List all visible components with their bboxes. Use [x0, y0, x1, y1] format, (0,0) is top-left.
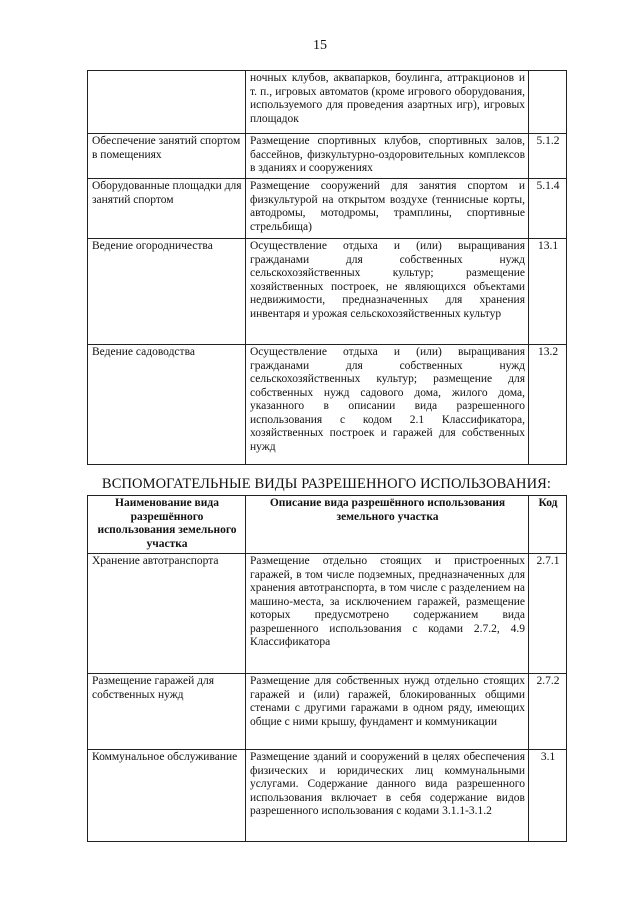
- use-code-cell: 13.1: [529, 239, 567, 345]
- page-number: 15: [313, 38, 327, 53]
- use-name-cell: Оборудованные площадки для занятий спортом: [88, 179, 246, 239]
- use-description-cell: ночных клубов, аквапарков, боулинга, аттракционов и т. п., игровых автоматов (кроме игрового оборудования, используемого для проведения азартных игр), игровых площадок: [246, 71, 529, 134]
- table-row: [88, 134, 567, 179]
- use-description-cell: Размещение спортивных клубов, спортивных залов, бассейнов, физкультурно-оздоровительных комплексов в зданиях и сооружениях: [246, 134, 529, 179]
- table-row: [88, 71, 567, 134]
- section-title: ВСПОМОГАТЕЛЬНЫЕ ВИДЫ РАЗРЕШЕННОГО ИСПОЛЬЗОВАНИЯ:: [101, 476, 552, 492]
- use-description-cell: Размещение сооружений для занятия спортом и физкультурой на открытом воздухе (теннисные корты, автодромы, мотодромы, трамплины, спортивные стрельбища): [246, 179, 529, 239]
- use-description-cell: Размещение для собственных нужд отдельно стоящих гаражей и (или) гаражей, блокированных общими стенами с другими гаражами в одном ряду, имеющих общие с ними крышу, фундамент и коммуникации: [246, 674, 529, 750]
- use-code-cell: 2.7.1: [529, 554, 567, 674]
- column-header-code: Код: [529, 496, 567, 554]
- table-row: [88, 750, 567, 842]
- table-row: [88, 345, 567, 465]
- auxiliary-use-table: [87, 495, 567, 842]
- table-row: [88, 674, 567, 750]
- table-row: [88, 239, 567, 345]
- use-code-cell: 5.1.4: [529, 179, 567, 239]
- table-row: [88, 554, 567, 674]
- table-header-row: [88, 496, 567, 554]
- use-name-cell: Размещение гаражей для собственных нужд: [88, 674, 246, 750]
- use-code-cell: 3.1: [529, 750, 567, 842]
- use-code-cell: 5.1.2: [529, 134, 567, 179]
- use-description-cell: Осуществление отдыха и (или) выращивания гражданами для собственных нужд сельскохозяйственных культур; размещение хозяйственных построек, не являющихся объектами недвижимости, предназначенных для хранения инвентаря и урожая сельскохозяйственных культур: [246, 239, 529, 345]
- table-row: [88, 179, 567, 239]
- use-code-cell: 2.7.2: [529, 674, 567, 750]
- use-name-cell: [88, 71, 246, 134]
- use-description-cell: Размещение зданий и сооружений в целях обеспечения физических и юридических лиц коммунальными услугами. Содержание данного вида разрешенного использования включает в себя содержание видов разрешенного использования с кодами 3.1.1-3.1.2: [246, 750, 529, 842]
- use-name-cell: Коммунальное обслуживание: [88, 750, 246, 842]
- use-name-cell: Хранение автотранспорта: [88, 554, 246, 674]
- use-description-cell: Осуществление отдыха и (или) выращивания гражданами для собственных нужд сельскохозяйственных культур; размещение для собственных нужд садового дома, жилого дома, указанного в описании вида разрешенного использования с кодом 2.1 Классификатора, хозяйственных построек и гаражей для собственных нужд: [246, 345, 529, 465]
- use-description-cell: Размещение отдельно стоящих и пристроенных гаражей, в том числе подземных, предназначенных для хранения автотранспорта, в том числе с разделением на машино-места, за исключением гаражей, размещение которых предусмотрено содержанием вида разрешенного использования с кодами 2.7.2, 4.9 Классификатора: [246, 554, 529, 674]
- column-header-name: Наименование вида разрешённого использования земельного участка: [88, 496, 246, 554]
- use-code-cell: 13.2: [529, 345, 567, 465]
- permitted-use-table: [87, 70, 567, 465]
- use-name-cell: Ведение садоводства: [88, 345, 246, 465]
- use-name-cell: Ведение огородничества: [88, 239, 246, 345]
- use-code-cell: [529, 71, 567, 134]
- column-header-description: Описание вида разрешённого использования земельного участка: [246, 496, 529, 554]
- use-name-cell: Обеспечение занятий спортом в помещениях: [88, 134, 246, 179]
